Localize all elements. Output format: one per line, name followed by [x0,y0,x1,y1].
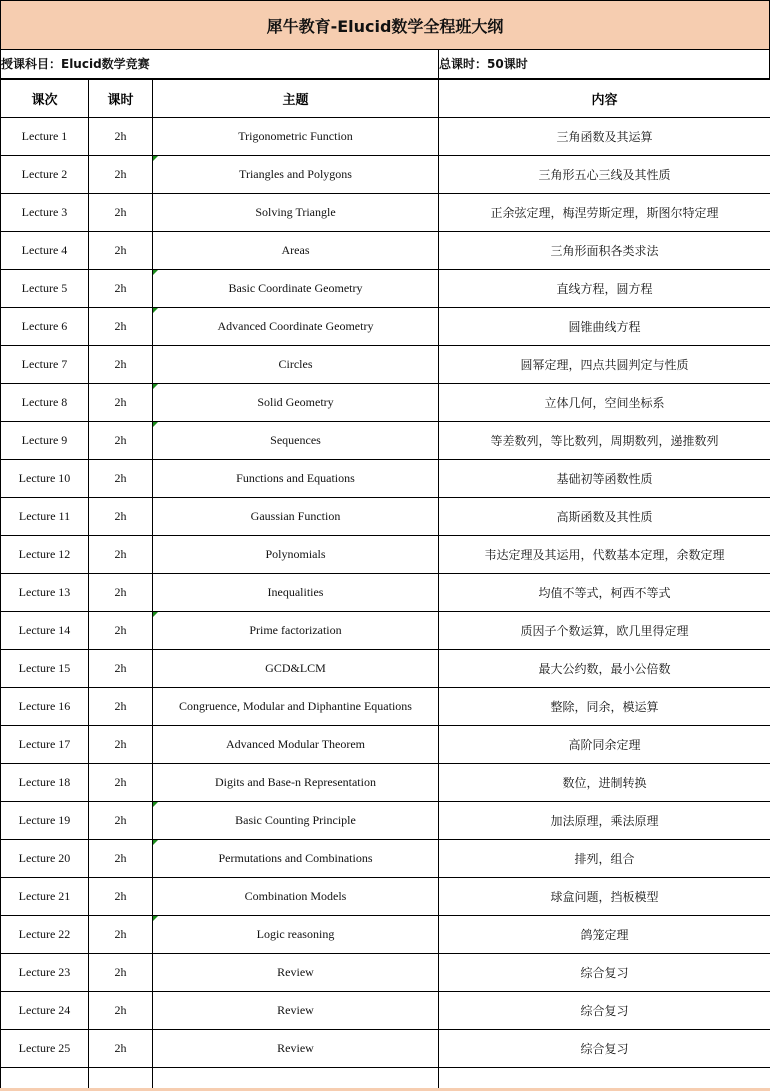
hours-cell[interactable] [89,916,153,954]
topic-cell-text: Trigonometric Function [238,129,353,143]
lecture-cell-text: Lecture 6 [21,319,68,333]
hours-cell[interactable] [89,688,153,726]
topic-cell[interactable] [153,574,439,612]
hours-cell-text: 2h [114,813,127,827]
topic-cell-text: Functions and Equations [236,471,355,485]
hours-cell[interactable] [89,384,153,422]
lecture-cell[interactable] [1,118,89,156]
topic-cell-text: Polynomials [265,547,326,561]
lecture-cell[interactable] [1,612,89,650]
hours-cell[interactable] [89,308,153,346]
hours-cell-text: 2h [114,395,127,409]
content-cell[interactable] [439,156,770,194]
topic-cell-text: Gaussian Function [250,509,341,523]
lecture-cell-text: Lecture 11 [18,509,71,523]
content-cell[interactable] [439,726,770,764]
lecture-cell-text: Lecture 19 [18,813,71,827]
topic-cell-text: GCD&LCM [265,661,326,675]
topic-cell[interactable] [153,498,439,536]
content-cell-text: 综合复习 [580,1042,629,1056]
subject-cell [0,49,439,79]
topic-cell-text: Basic Counting Principle [235,813,356,827]
topic-cell[interactable] [153,840,439,878]
lecture-cell[interactable] [1,460,89,498]
content-cell[interactable] [439,460,770,498]
content-cell[interactable] [439,612,770,650]
hours-cell-text: 2h [114,1003,127,1017]
hours-cell-text: 2h [114,205,127,219]
topic-cell-text: Review [277,965,314,979]
lecture-cell[interactable] [1,992,89,1030]
header-hours: 课时 [89,80,153,118]
hours-cell-text: 2h [114,851,127,865]
content-cell[interactable] [439,232,770,270]
topic-cell[interactable] [153,650,439,688]
content-cell-text: 数位，进制转换 [562,776,647,790]
lecture-cell[interactable] [1,726,89,764]
hours-cell[interactable] [89,1030,153,1068]
table-row [1,270,770,308]
hours-cell[interactable] [89,536,153,574]
content-cell[interactable] [439,384,770,422]
content-cell-text: 高斯函数及其性质 [556,510,653,524]
topic-cell[interactable] [153,612,439,650]
content-cell-text: 球盒问题，挡板模型 [550,890,659,904]
table-row [1,840,770,878]
total-hours-cell [438,49,770,79]
content-cell-text: 整除，同余，模运算 [550,700,659,714]
table-row [1,384,770,422]
content-cell-text: 综合复习 [580,1004,629,1018]
hours-cell[interactable] [89,650,153,688]
topic-cell-text: Advanced Modular Theorem [225,737,366,751]
lecture-cell-text: Lecture 12 [18,547,71,561]
lecture-cell-text: Lecture 21 [18,889,71,903]
content-cell-text: 均值不等式，柯西不等式 [538,586,671,600]
lecture-cell-text: Lecture 8 [21,395,68,409]
comment-indicator-icon [153,612,158,617]
lecture-cell[interactable] [1,878,89,916]
hours-cell-text: 2h [114,585,127,599]
content-cell-text: 最大公约数，最小公倍数 [538,662,671,676]
table-row [1,954,770,992]
lecture-cell[interactable] [1,308,89,346]
table-row [1,308,770,346]
header-lecture: 课次 [1,80,89,118]
comment-indicator-icon [153,156,158,161]
topic-cell-text: Review [277,1003,314,1017]
hours-cell[interactable] [89,878,153,916]
content-cell[interactable] [439,1030,770,1068]
hours-cell-text: 2h [114,965,127,979]
topic-cell-text: Permutations and Combinations [218,851,373,865]
topic-cell[interactable] [153,802,439,840]
topic-cell[interactable] [153,194,439,232]
comment-indicator-icon [153,308,158,313]
content-cell-text: 韦达定理及其运用，代数基本定理，余数定理 [484,548,725,562]
content-cell[interactable] [439,764,770,802]
comment-indicator-icon [153,384,158,389]
lecture-cell[interactable] [1,764,89,802]
lecture-cell-text: Lecture 7 [21,357,68,371]
content-cell[interactable] [439,498,770,536]
lecture-cell[interactable] [1,688,89,726]
content-cell[interactable] [439,308,770,346]
lecture-cell-text: Lecture 4 [21,243,68,257]
lecture-cell-text: Lecture 15 [18,661,71,675]
content-cell-text: 综合复习 [580,966,629,980]
hours-cell[interactable] [89,422,153,460]
lecture-cell-text: Lecture 17 [18,737,71,751]
hours-cell-text: 2h [114,775,127,789]
topic-cell-text: Solid Geometry [257,395,334,409]
topic-cell[interactable] [153,536,439,574]
lecture-cell[interactable] [1,536,89,574]
content-cell[interactable] [439,574,770,612]
lecture-cell-text: Lecture 1 [21,129,68,143]
hours-cell[interactable] [89,840,153,878]
topic-cell[interactable] [153,384,439,422]
lecture-cell[interactable] [1,232,89,270]
hours-cell-text: 2h [114,281,127,295]
page-title: 犀牛教育-Elucid数学全程班大纲 [0,0,770,50]
lecture-cell[interactable] [1,270,89,308]
table-row [1,232,770,270]
hours-cell-text: 2h [114,509,127,523]
topic-cell[interactable] [153,270,439,308]
topic-cell[interactable] [153,878,439,916]
hours-cell-text: 2h [114,1041,127,1055]
lecture-cell-text: Lecture 14 [18,623,71,637]
lecture-cell[interactable] [1,1030,89,1068]
topic-cell-text: Circles [278,357,313,371]
topic-cell[interactable] [153,308,439,346]
topic-cell[interactable] [153,916,439,954]
hours-cell-text: 2h [114,889,127,903]
hours-cell[interactable] [89,460,153,498]
topic-cell-text: Inequalities [267,585,324,599]
hours-cell-text: 2h [114,547,127,561]
hours-cell[interactable] [89,726,153,764]
topic-cell[interactable] [153,460,439,498]
topic-cell-text: Logic reasoning [256,927,335,941]
content-cell[interactable] [439,688,770,726]
lecture-cell-text: Lecture 23 [18,965,71,979]
hours-cell[interactable] [89,612,153,650]
topic-cell[interactable] [153,232,439,270]
lecture-cell[interactable] [1,498,89,536]
hours-cell[interactable] [89,270,153,308]
topic-cell-text: Sequences [270,433,321,447]
content-cell-text: 三角形五心三线及其性质 [538,168,671,182]
content-cell[interactable] [439,422,770,460]
content-cell[interactable] [439,536,770,574]
content-cell-text: 高阶同余定理 [568,738,641,752]
table-row [1,346,770,384]
lecture-cell[interactable] [1,156,89,194]
hours-cell[interactable] [89,574,153,612]
content-cell-text: 直线方程，圆方程 [556,282,653,296]
content-cell-text: 圆锥曲线方程 [568,320,641,334]
topic-cell[interactable] [153,1030,439,1068]
lecture-cell[interactable] [1,840,89,878]
table-row [1,878,770,916]
content-cell[interactable] [439,878,770,916]
hours-cell[interactable] [89,954,153,992]
hours-cell[interactable] [89,346,153,384]
table-row [1,726,770,764]
content-cell-text: 基础初等函数性质 [556,472,653,486]
content-cell[interactable] [439,118,770,156]
content-cell-text: 等差数列，等比数列，周期数列，递推数列 [490,434,719,448]
hours-cell-text: 2h [114,319,127,333]
lecture-cell[interactable] [1,194,89,232]
hours-cell[interactable] [89,498,153,536]
comment-indicator-icon [153,840,158,845]
header-content: 内容 [439,80,770,118]
topic-cell-text: Congruence, Modular and Diphantine Equations [179,699,412,713]
hours-cell[interactable] [89,802,153,840]
header-topic: 主题 [153,80,439,118]
topic-cell-text: Triangles and Polygons [239,167,352,181]
hours-cell-text: 2h [114,243,127,257]
table-row [1,118,770,156]
lecture-cell-text: Lecture 13 [18,585,71,599]
content-cell-text: 正余弦定理，梅涅劳斯定理，斯图尔特定理 [490,206,719,220]
topic-cell[interactable] [153,156,439,194]
topic-cell-text: Combination Models [244,889,347,903]
lecture-cell-text: Lecture 25 [18,1041,71,1055]
lecture-cell-text: Lecture 16 [18,699,71,713]
header-row [1,80,770,118]
hours-cell-text: 2h [114,129,127,143]
table-row [1,688,770,726]
topic-cell-text: Digits and Base-n Representation [215,775,376,789]
table-row [1,460,770,498]
lecture-cell[interactable] [1,954,89,992]
table-row [1,156,770,194]
lecture-cell[interactable] [1,346,89,384]
lecture-cell-text: Lecture 22 [18,927,71,941]
hours-cell[interactable] [89,156,153,194]
content-cell[interactable] [439,194,770,232]
topic-cell[interactable] [153,688,439,726]
topic-cell-text: Advanced Coordinate Geometry [217,319,374,333]
lecture-cell-text: Lecture 20 [18,851,71,865]
lecture-cell-text: Lecture 5 [21,281,68,295]
topic-cell[interactable] [153,422,439,460]
hours-cell-text: 2h [114,433,127,447]
table-row [1,612,770,650]
content-cell-text: 三角形面积各类求法 [550,244,659,258]
hours-cell-text: 2h [114,737,127,751]
content-cell-text: 加法原理，乘法原理 [550,814,659,828]
hours-cell-text: 2h [114,661,127,675]
content-cell-text: 排列，组合 [574,852,635,866]
table-row [1,992,770,1030]
lecture-cell-text: Lecture 3 [21,205,68,219]
table-row [1,916,770,954]
content-cell-text: 立体几何，空间坐标系 [544,396,665,410]
comment-indicator-icon [153,802,158,807]
topic-cell-text: Areas [281,243,310,257]
comment-indicator-icon [153,422,158,427]
topic-cell[interactable] [153,726,439,764]
content-cell[interactable] [439,802,770,840]
lecture-cell-text: Lecture 18 [18,775,71,789]
topic-cell[interactable] [153,118,439,156]
table-row [1,650,770,688]
topic-cell[interactable] [153,764,439,802]
lecture-cell-text: Lecture 10 [18,471,71,485]
content-cell[interactable] [439,650,770,688]
content-cell[interactable] [439,270,770,308]
topic-cell-text: Review [277,1041,314,1055]
comment-indicator-icon [153,270,158,275]
lecture-cell[interactable] [1,916,89,954]
hours-cell-text: 2h [114,471,127,485]
comment-indicator-icon [153,916,158,921]
hours-cell-text: 2h [114,357,127,371]
hours-cell[interactable] [89,232,153,270]
hours-cell-text: 2h [114,623,127,637]
lecture-cell[interactable] [1,384,89,422]
table-row [1,498,770,536]
table-row [1,802,770,840]
content-cell-text: 三角函数及其运算 [556,130,653,144]
topic-cell-text: Prime factorization [249,623,342,637]
topic-cell[interactable] [153,954,439,992]
syllabus-table [0,79,770,1091]
table-row [1,1030,770,1068]
content-cell[interactable] [439,916,770,954]
content-cell-text: 圆幂定理，四点共圆判定与性质 [520,358,689,372]
table-row [1,574,770,612]
lecture-cell-text: Lecture 24 [18,1003,71,1017]
hours-cell[interactable] [89,992,153,1030]
table-row [1,536,770,574]
content-cell-text: 质因子个数运算，欧几里得定理 [520,624,689,638]
table-row [1,422,770,460]
topic-cell[interactable] [153,346,439,384]
lecture-cell[interactable] [1,422,89,460]
hours-cell[interactable] [89,194,153,232]
hours-cell-text: 2h [114,699,127,713]
hours-cell-text: 2h [114,167,127,181]
total-hours-label: 总课时：50课时 [439,57,528,71]
lecture-cell[interactable] [1,650,89,688]
content-cell[interactable] [439,954,770,992]
hours-cell[interactable] [89,764,153,802]
lecture-cell[interactable] [1,574,89,612]
lecture-cell[interactable] [1,802,89,840]
table-row [1,764,770,802]
hours-cell[interactable] [89,118,153,156]
hours-cell-text: 2h [114,927,127,941]
topic-cell-text: Basic Coordinate Geometry [228,281,363,295]
content-cell[interactable] [439,346,770,384]
table-row [1,194,770,232]
content-cell-text: 鸽笼定理 [580,928,629,942]
subject-label: 授课科目：Elucid数学竞赛 [1,57,150,71]
topic-cell-text: Solving Triangle [255,205,336,219]
content-cell[interactable] [439,992,770,1030]
topic-cell[interactable] [153,992,439,1030]
lecture-cell-text: Lecture 9 [21,433,68,447]
lecture-cell-text: Lecture 2 [21,167,68,181]
content-cell[interactable] [439,840,770,878]
